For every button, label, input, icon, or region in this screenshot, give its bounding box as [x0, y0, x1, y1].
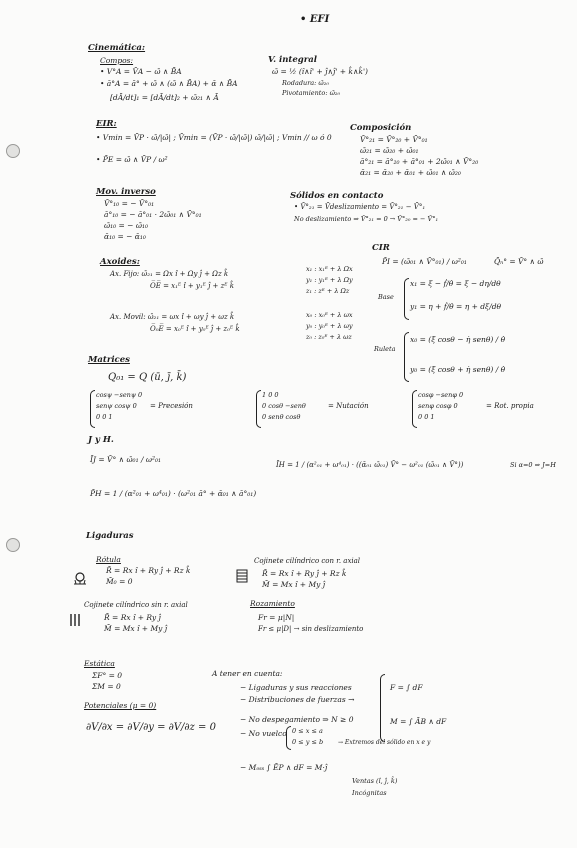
- rotula-label: Rótula: [96, 555, 121, 564]
- estatica-line-2: ΣM = 0: [92, 682, 121, 691]
- cir-formula: P̄I = (ω̄₀₁ ∧ V̄°₀₁) / ω²₀₁: [382, 257, 467, 266]
- mov-inverso-label: Mov. inverso: [96, 187, 156, 197]
- axoides-fijo-z: z₁ : zᴱ + λ Ωz: [306, 287, 350, 295]
- eje-line-2: • P̄E = ω̄ ∧ V̄P / ω²: [96, 155, 168, 164]
- rozamiento-line-1: Fr = μ|N|: [258, 613, 295, 622]
- moss-line: − Mₒₛₛ ∫ ĒP ∧ dF = M·ĵ: [240, 763, 328, 772]
- jyh-ph: P̄H = 1 / (α²₀₁ + ω⁴₀₁) · (ω²₀₁ ā° + ᾱ₀₁ ∧ ā°₀₁): [90, 489, 257, 498]
- tener-line-1: − Ligaduras y sus reacciones: [240, 683, 352, 692]
- composicion-heading: Composición: [350, 123, 412, 133]
- axoides-movil-z: z₀ : z₀ᴱ + λ ωz: [306, 333, 352, 341]
- matrix-2-label: = Nutación: [328, 402, 369, 410]
- cil-axial-line-2: M̄ = Mx î + My ĵ: [262, 580, 326, 589]
- matrices-heading: Matrices: [88, 355, 130, 365]
- axoides-fijo-line-1: Ax. Fijo: ω̄₂₁ = Ωx î + Ωy ĵ + Ωz k̂: [110, 270, 229, 278]
- moss-sub-1: Ventas (î, ĵ, k̂): [352, 777, 398, 785]
- matrix-3-row-2: senφ cosφ 0: [418, 402, 458, 410]
- compos-line-2: • ā°A = ā° + ω̄ ∧ (ω̄ ∧ B̄A) + ᾱ ∧ B̄A: [100, 79, 238, 88]
- matrix-1-row-1: cosψ −senψ 0: [96, 391, 143, 399]
- jyh-ih-note: Si α=0 ⇒ J=H: [510, 461, 556, 469]
- cil-axial-line-1: R̄ = Rx î + Ry ĵ + Rz k̂: [262, 569, 347, 578]
- vuelco-brace: [286, 726, 291, 750]
- composicion-line-4: ᾱ₂₁ = ᾱ₂₀ + ᾱ₀₁ + ω̄₀₁ ∧ ω̄₂₀: [360, 168, 461, 177]
- matrix-1-row-3: 0 0 1: [96, 413, 113, 421]
- jyh-heading: J y H.: [88, 435, 114, 445]
- solidos-line-1: • V̄°₂₁ = V̄deslizamiento = V̄°₂₁ − V̄°₁: [294, 203, 426, 211]
- moss-sub-2: Incógnitas: [352, 789, 387, 797]
- axoides-fijo-x: x₁ : x₁ᴱ + λ Ωx: [306, 265, 353, 273]
- matrix-1-row-2: senψ cosψ 0: [96, 402, 137, 410]
- matrix-3-bracket: [412, 390, 417, 428]
- axoides-fijo-line-2: O̅E̅ = x₁ᴱ î + y₁ᴱ ĵ + zᴱ k̂: [150, 282, 234, 290]
- mov-line-2: ā°₁₀ = − ā°₀₁ · 2ω̄₀₁ ∧ V̄°₀₁: [104, 210, 202, 219]
- matrix-3-row-3: 0 0 1: [418, 413, 435, 421]
- binder-hole-top: [6, 144, 20, 158]
- vinteg-pivotamiento: Pivotamiento: ω̄₂₀: [282, 89, 341, 97]
- vinteg-rodadura: Rodadura: ω̄₂₀: [282, 79, 329, 87]
- rozamiento-line-2: Fr ≤ μ|D| → sin deslizamiento: [258, 625, 364, 633]
- cir-ruleta-label: Ruleta: [374, 345, 396, 353]
- solidos-line-2: No deslizamiento ⇒ V̄°₂₁ = 0 → V̄°₂₀ = − V̄°₁: [294, 215, 439, 223]
- cil-sin-line-2: M̄ = Mx î + My ĵ: [104, 624, 168, 633]
- cir-ruleta-brace: [404, 332, 409, 382]
- jyh-ih: ĪH = 1 / (α²₀₁ + ω⁴₀₁) · ((ᾱ₀₁ ω̄₀₁) V̄° − ω²₀₁ (ω̄₀₁ ∧ V̄°)): [276, 461, 464, 469]
- mov-line-4: ᾱ₁₀ = − ᾱ₁₀: [104, 232, 146, 241]
- rotula-line-1: R̄ = Rx î + Ry ĵ + Rz k̂: [106, 566, 191, 575]
- rotula-line-2: M̄₀ = 0: [106, 577, 133, 586]
- tener-line-3: − No despegamiento ⇒ N ≥ 0: [240, 715, 354, 724]
- axoides-fijo-y: y₁ : y₁ᴱ + λ Ωy: [306, 276, 353, 284]
- binder-hole-bottom: [6, 538, 20, 552]
- cil-sin-line-1: R̄ = Rx î + Ry ĵ: [104, 613, 161, 622]
- ligaduras-heading: Ligaduras: [86, 531, 134, 541]
- vinteg-formula: ω̄ = ½ (î∧î' + ĵ∧ĵ' + k̂∧k̂'): [272, 67, 368, 76]
- cir-ruleta-y: y₀ = (ξ̇ cosθ + η̇ senθ) / θ̇: [410, 365, 506, 374]
- fuerza-f: F = ∫ dF: [390, 683, 423, 692]
- cil-sin-sketch-icon: [68, 612, 84, 628]
- composicion-line-1: V̄°₂₁ = V̄°₂₀ + V̄°₀₁: [360, 135, 428, 144]
- cir-base-label: Base: [378, 293, 394, 301]
- cir-base-x: x₁ = ξ − ḟ/θ̇ = ξ − dη/dθ: [410, 279, 501, 288]
- tener-line-2: − Distribuciones de fuerzas →: [240, 695, 355, 704]
- axoides-label: Axoides:: [100, 257, 140, 267]
- compos-line-3: [dĀ/dt]₁ = [dĀ/dt]₂ + ω̄₂₁ ∧ Ā: [110, 93, 219, 102]
- cinematica-heading: Cinemática:: [88, 43, 146, 53]
- matrix-2-row-3: 0 senθ cosθ: [262, 413, 301, 421]
- vuelco-line-2: 0 ≤ y ≤ b: [292, 738, 324, 746]
- fuerza-m: M = ∫ ĀB ∧ dF: [390, 717, 447, 726]
- axoides-movil-y: y₀ : y₀ᴱ + λ ωy: [306, 322, 353, 330]
- cir-heading: CIR: [372, 243, 390, 253]
- potenciales-label: Potenciales (μ = 0): [84, 701, 157, 710]
- axoides-movil-line-1: Ax. Movil: ω̄₂₁ = ωx î + ωy ĵ + ωz k̂: [110, 313, 235, 321]
- rotula-sketch-icon: [72, 570, 88, 586]
- cil-sin-label: Cojinete cilíndrico sin r. axial: [84, 601, 188, 609]
- jyh-ij: ĪJ = V̄° ∧ ω̄₀₁ / ω²₀₁: [90, 455, 162, 464]
- compos-label: Compos:: [100, 56, 134, 65]
- cil-axial-label: Cojinete cilíndrico con r. axial: [254, 557, 361, 565]
- matrix-3-label: = Rot. propia: [486, 402, 534, 410]
- cir-ruleta-x: x₀ = (ξ̇ cosθ − η̇ senθ) / θ̇: [410, 335, 506, 344]
- solidos-heading: Sólidos en contacto: [290, 191, 384, 201]
- vuelco-line-1: 0 ≤ x ≤ a: [292, 727, 323, 735]
- mov-line-1: V̄°₁₀ = − V̄°₀₁: [104, 199, 155, 208]
- tener-line-4: − No vuelco: [240, 729, 287, 738]
- eje-line-1: • Vmin = V̄P · ω̄/|ω̄| ; V̄min = (V̄P · ω̄/|ω̄|) ω̄/|ω̄| ; Vmin // ω ó 0: [96, 133, 332, 142]
- vuelco-note: → Extremos del sólido en x e y: [338, 739, 431, 746]
- axoides-movil-x: x₀ : x₀ᴱ + λ ωx: [306, 311, 353, 319]
- fuerza-brace: [380, 674, 385, 742]
- matrix-2-bracket: [256, 390, 261, 428]
- matrices-q-formula: Q₀₁ = Q (ū, ȷ̄, k̄): [108, 372, 187, 383]
- tener-label: A tener en cuenta:: [212, 669, 283, 678]
- cil-axial-sketch-icon: [234, 568, 250, 584]
- compos-line-1: • V°A = V̄A − ω̄ ∧ B̄A: [100, 67, 182, 76]
- cir-base-y: y₁ = η + ḟ/θ̇ = η + dξ/dθ: [410, 302, 502, 311]
- estatica-line-1: ΣF° = 0: [92, 671, 123, 680]
- matrix-2-row-1: 1 0 0: [262, 391, 279, 399]
- estatica-label: Estática: [84, 659, 115, 668]
- composicion-line-3: ā°₂₁ = ā°₂₀ + ā°₀₁ + 2ω̄₀₁ ∧ V̄°₂₀: [360, 157, 479, 166]
- matrix-1-bracket: [90, 390, 95, 428]
- page-title: • EFI: [300, 14, 330, 25]
- mov-line-3: ω̄₁₀ = − ω̄₁₀: [104, 221, 148, 230]
- eje-label: EIR:: [96, 119, 117, 129]
- vinteg-heading: V. integral: [268, 55, 317, 65]
- rozamiento-label: Rozamiento: [250, 599, 295, 608]
- cir-aside: Q̄ₙ° = V̄° ∧ ω̄: [494, 257, 544, 266]
- matrix-1-label: = Precesión: [150, 402, 193, 410]
- potenciales-formula: ∂V/∂x = ∂V/∂y = ∂V/∂z = 0: [86, 722, 216, 733]
- matrix-2-row-2: 0 cosθ −senθ: [262, 402, 306, 410]
- matrix-3-row-1: cosφ −senφ 0: [418, 391, 464, 399]
- axoides-movil-line-2: O̅₀E̅ = x₀ᴱ î + y₀ᴱ ĵ + z₀ᴱ k̂: [150, 325, 240, 333]
- composicion-line-2: ω̄₂₁ = ω̄₂₀ + ω̄₀₁: [360, 146, 419, 155]
- cir-base-brace: [404, 278, 409, 320]
